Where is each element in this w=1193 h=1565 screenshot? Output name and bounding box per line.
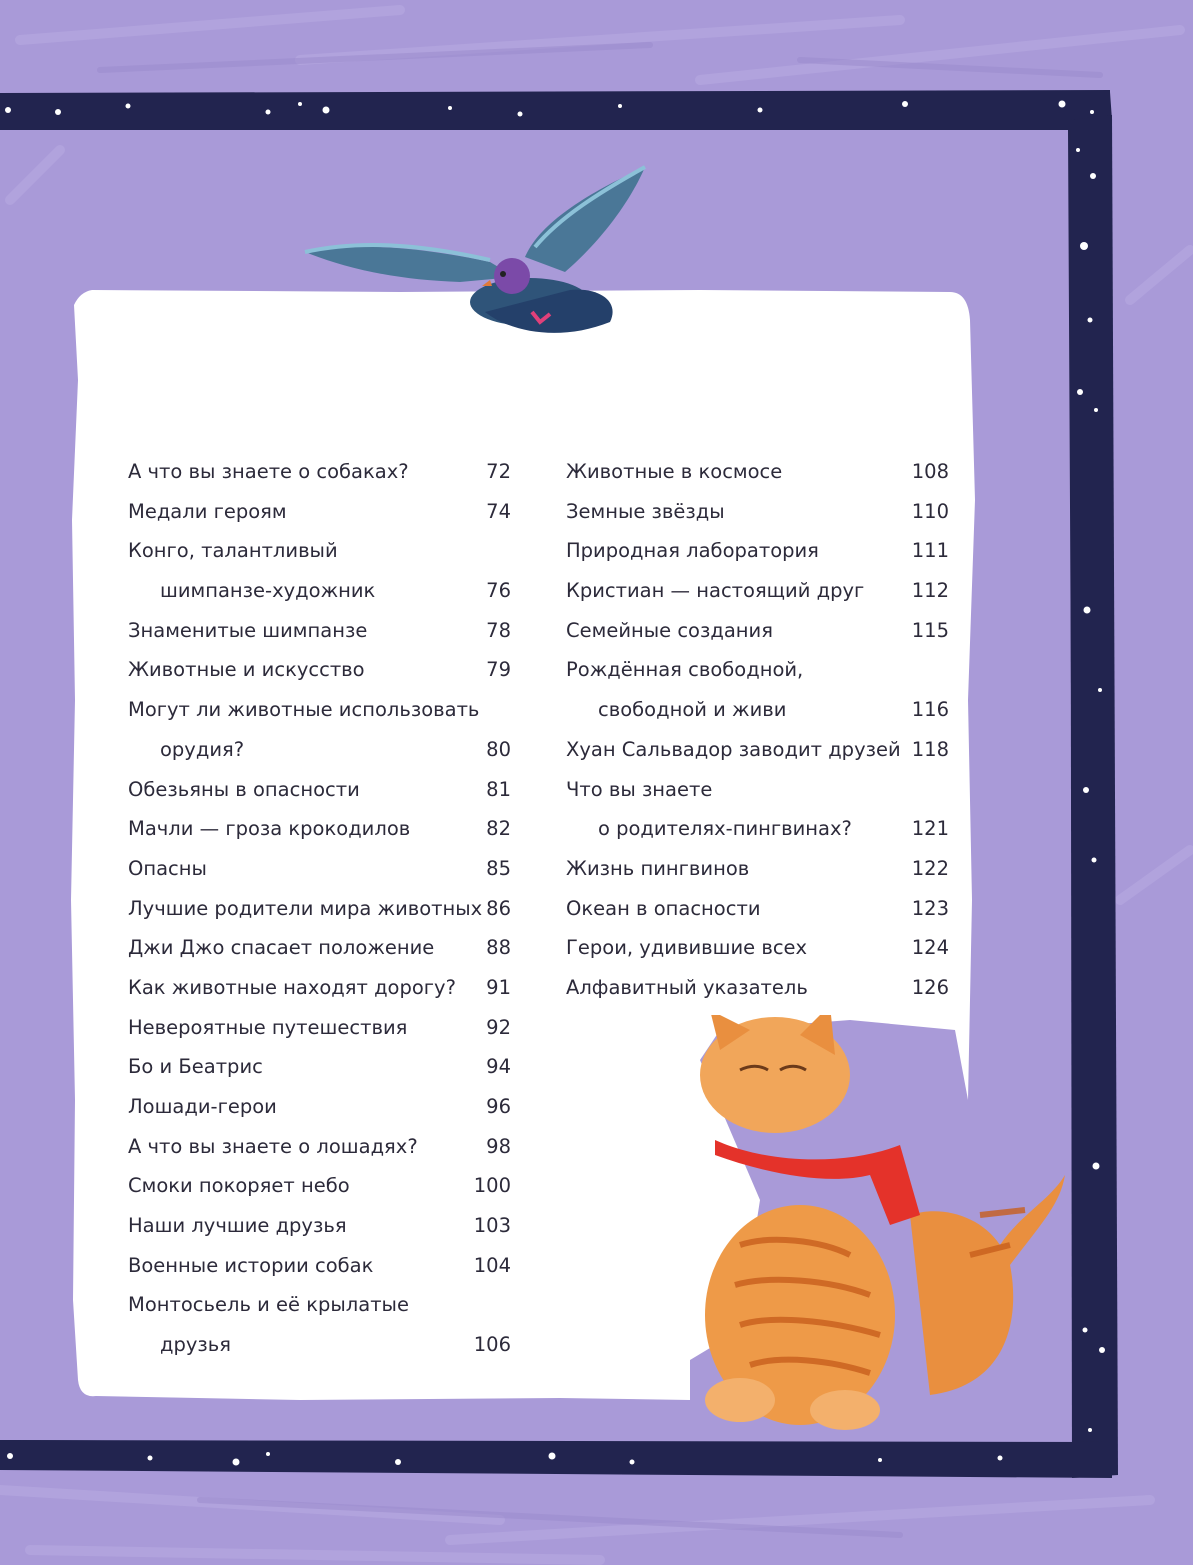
toc-entry[interactable] — [128, 1127, 511, 1167]
toc-entry-title: Знаменитые шимпанзе — [128, 618, 368, 642]
toc-entry-title: Как животные находят дорогу? — [128, 975, 456, 999]
toc-entry-title: А что вы знаете о лошадях? — [128, 1134, 418, 1158]
toc-entry-title: Джи Джо спасает положение — [128, 936, 435, 960]
toc-entry-page: 110 — [911, 499, 949, 523]
toc-entry-title: Кристиан — настоящий друг — [566, 579, 865, 603]
toc-entry-title: Бо и Беатрис — [128, 1055, 263, 1079]
toc-entry-page: 96 — [486, 1095, 511, 1118]
toc-entry-title: Лучшие родители мира животных — [128, 896, 483, 920]
toc-entry-page: 85 — [486, 856, 511, 880]
toc-entry-title: Хуан Сальвадор заводит друзей — [566, 737, 901, 761]
toc-entry-page: 80 — [486, 737, 511, 761]
toc-entry[interactable] — [128, 1246, 511, 1286]
toc-entry[interactable] — [128, 1325, 511, 1365]
toc-entry[interactable] — [566, 889, 949, 929]
toc-entry[interactable] — [128, 650, 511, 690]
toc-entry[interactable] — [566, 809, 949, 849]
toc-entry-title: орудия? — [160, 737, 245, 761]
toc-entry-title: друзья — [160, 1333, 231, 1357]
toc-entry-page: 106 — [473, 1333, 511, 1357]
toc-entry[interactable] — [566, 531, 949, 571]
toc-entry-title: Могут ли животные использовать — [128, 698, 480, 722]
toc-entry-title: Океан в опасности — [566, 896, 761, 920]
toc-entry-title: Смоки покоряет небо — [128, 1174, 350, 1198]
toc-entry[interactable] — [128, 1047, 511, 1087]
toc-entry-title: Медали героям — [128, 499, 287, 523]
cat-icon — [680, 1015, 1070, 1435]
toc-left-column — [128, 452, 511, 1365]
toc-entry-page: 111 — [911, 539, 949, 563]
toc-entry-page: 100 — [473, 1174, 511, 1198]
toc-entry[interactable] — [566, 849, 949, 889]
toc-entry-title: Что вы знаете — [566, 777, 713, 801]
toc-entry-title: Рождённая свободной, — [566, 658, 804, 682]
toc-entry-title: Земные звёзды — [566, 499, 725, 523]
toc-entry-page: 72 — [486, 460, 511, 483]
toc-entry[interactable] — [566, 690, 949, 730]
toc-entry[interactable] — [566, 452, 949, 492]
toc-entry-page: 91 — [486, 975, 511, 999]
toc-entry[interactable] — [128, 492, 511, 532]
toc-entry[interactable] — [566, 770, 949, 810]
toc-entry[interactable] — [128, 770, 511, 810]
toc-entry-title: Животные и искусство — [128, 658, 365, 682]
toc-entry[interactable] — [128, 809, 511, 849]
toc-entry-page: 118 — [911, 737, 949, 761]
toc-entry-page: 78 — [486, 618, 511, 642]
toc-entry[interactable] — [566, 730, 949, 770]
toc-entry[interactable] — [128, 730, 511, 770]
toc-entry-page: 94 — [486, 1055, 511, 1079]
toc-right-column — [566, 452, 949, 1008]
toc-entry[interactable] — [566, 611, 949, 651]
toc-entry-page: 126 — [911, 975, 949, 999]
toc-entry[interactable] — [128, 889, 511, 929]
toc-entry[interactable] — [566, 928, 949, 968]
toc-entry[interactable] — [128, 452, 511, 492]
toc-entry-title: Мачли — гроза крокодилов — [128, 817, 411, 841]
pigeon-icon — [300, 162, 670, 352]
toc-entry-page: 116 — [911, 698, 949, 722]
toc-entry-title: Военные истории собак — [128, 1253, 374, 1277]
toc-entry-page: 82 — [486, 817, 511, 841]
toc-entry[interactable] — [566, 650, 949, 690]
toc-entry-title: Жизнь пингвинов — [566, 856, 750, 880]
toc-entry[interactable] — [566, 492, 949, 532]
toc-entry-title: Опасны — [128, 856, 207, 880]
toc-entry-page: 92 — [486, 1015, 511, 1039]
toc-entry-title: Лошади-герои — [128, 1095, 277, 1118]
toc-entry-title: А что вы знаете о собаках? — [128, 460, 409, 483]
toc-entry-title: свободной и живи — [598, 698, 787, 722]
toc-entry[interactable] — [128, 1087, 511, 1127]
toc-entry[interactable] — [128, 611, 511, 651]
toc-entry-page: 121 — [911, 817, 949, 841]
toc-entry-title: Герои, удивившие всех — [566, 936, 808, 960]
toc-entry-title: Семейные создания — [566, 618, 773, 642]
toc-entry-title: Животные в космосе — [566, 460, 783, 483]
toc-entry-page: 76 — [486, 579, 511, 603]
toc-entry-page: 123 — [911, 896, 949, 920]
toc-entry-title: Алфавитный указатель — [566, 975, 808, 999]
toc-entry-page: 88 — [486, 936, 511, 960]
toc-entry-title: Наши лучшие друзья — [128, 1214, 347, 1238]
toc-entry-page: 122 — [911, 856, 949, 880]
toc-entry[interactable] — [128, 571, 511, 611]
toc-entry-title: Невероятные путешествия — [128, 1015, 408, 1039]
toc-entry[interactable] — [128, 1166, 511, 1206]
toc-entry[interactable] — [566, 968, 949, 1008]
toc-entry-page: 112 — [911, 579, 949, 603]
toc-entry-page: 86 — [486, 896, 511, 920]
toc-entry-title: Конго, талантливый — [128, 539, 338, 563]
toc-entry-page: 81 — [486, 777, 511, 801]
toc-entry[interactable] — [128, 690, 511, 730]
toc-entry-title: шимпанзе-художник — [160, 579, 376, 603]
toc-entry[interactable] — [128, 849, 511, 889]
toc-entry-page: 115 — [911, 618, 949, 642]
toc-entry-page: 98 — [486, 1134, 511, 1158]
toc-entry[interactable] — [128, 531, 511, 571]
toc-entry-page: 79 — [486, 658, 511, 682]
toc-entry[interactable] — [128, 1285, 511, 1325]
toc-entry-page: 74 — [486, 499, 511, 523]
toc-entry[interactable] — [566, 571, 949, 611]
toc-entry-page: 124 — [911, 936, 949, 960]
toc-entry[interactable] — [128, 968, 511, 1008]
toc-entry-page: 103 — [473, 1214, 511, 1238]
toc-entry-title: Природная лаборатория — [566, 539, 819, 563]
toc-entry[interactable] — [128, 928, 511, 968]
toc-entry-title: Монтосьель и её крылатые — [128, 1293, 409, 1317]
toc-entry[interactable] — [128, 1206, 511, 1246]
toc-entry-title: Обезьяны в опасности — [128, 777, 360, 801]
toc-entry-page: 104 — [473, 1253, 511, 1277]
toc-entry-title: о родителях-пингвинах? — [598, 817, 852, 841]
toc-entry-page: 108 — [911, 460, 949, 483]
toc-entry[interactable] — [128, 1008, 511, 1048]
